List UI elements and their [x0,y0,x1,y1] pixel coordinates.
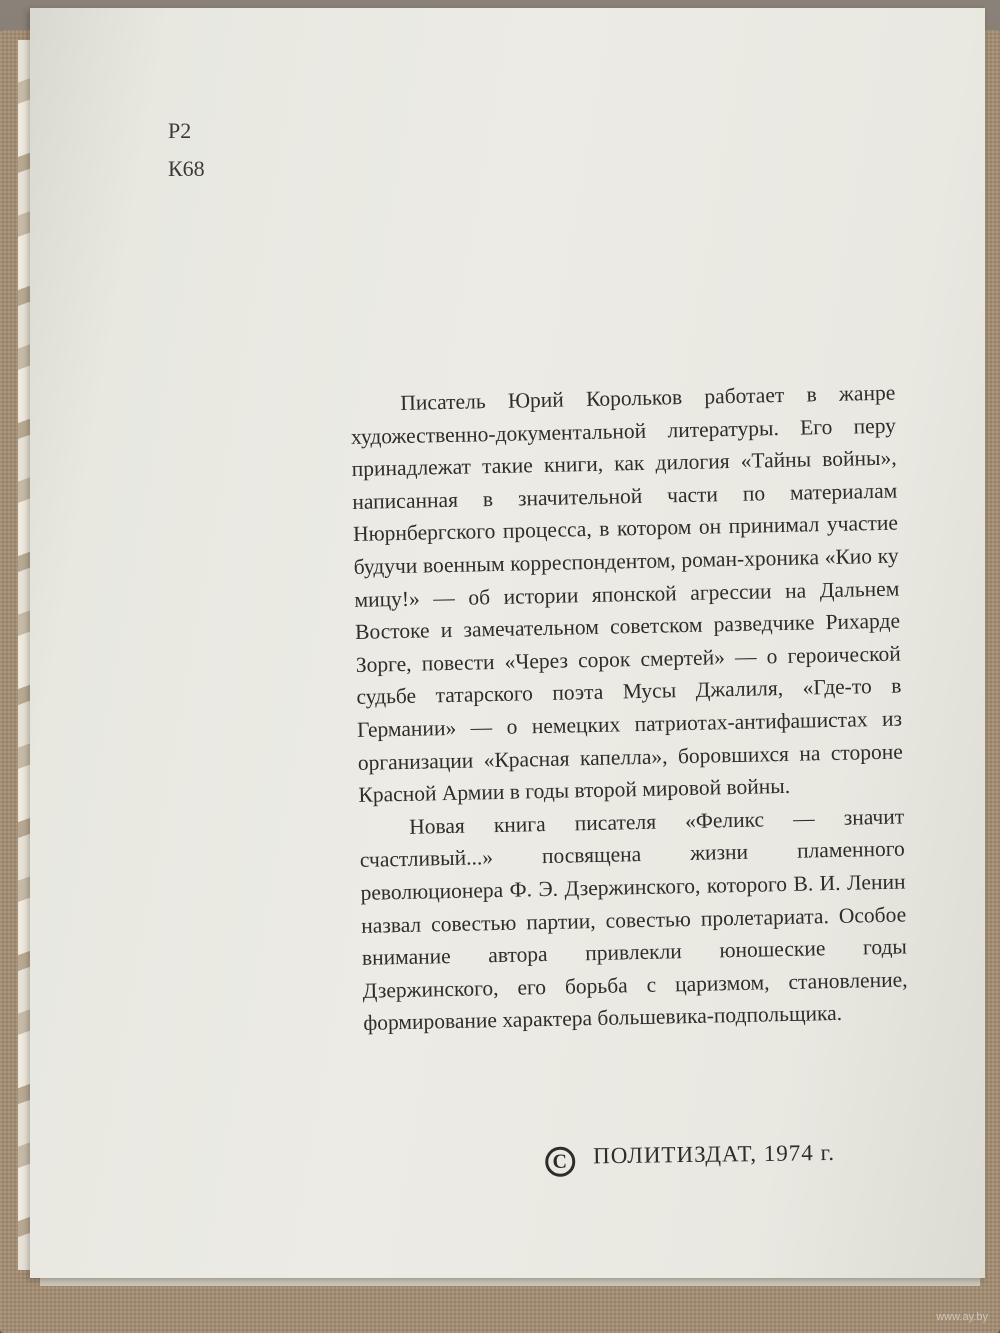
shelf-mark [168,112,205,188]
annotation-paragraph-2: Новая книга писателя «Феликс — значит счастливый...» посвящена жизни пламенного революционера Ф. Э. Дзержинского, которого В. И. Ленин назвал совестью партии, совестью пролетариата. Особое внимание автора привлекли юношеские годы Дзержинского, его борьба с царизмом, становление, формирование характера большевика-подпольщика. [359,804,908,1036]
book-annotation [350,377,909,1040]
annotation-paragraph-1: Писатель Юрий Корольков работает в жанре художественно-документальной литературы. Его перу принадлежат такие книги, как дилогия «Тайны войны», написанная в значительной части по материалам Нюрнбергского процесса, в котором он принимал участие будучи военным корреспондентом, роман-хроника «Кио ку мицу!» — об истории японской агрессии на Дальнем Востоке и замечательном советском разведчике Рихарде Зорге, повести «Через сорок смертей» — о героической судьбе татарского поэта Мусы Джалиля, «Где-то в Германии» — о немецких патриотах-антифашистах из организации «Красная капелла», боровшихся на стороне Красной Армии в годы второй мировой войны. [350,380,903,808]
shelf-mark-line-2: К68 [168,156,205,181]
copyright-icon: C [545,1147,575,1177]
watermark: www.ay.by [936,1311,988,1323]
publisher-year: ПОЛИТИЗДАТ, 1974 г. [592,1139,836,1169]
copyright-line [545,1139,925,1177]
page-edge [40,1278,980,1286]
shelf-mark-line-1: Р2 [168,118,192,143]
